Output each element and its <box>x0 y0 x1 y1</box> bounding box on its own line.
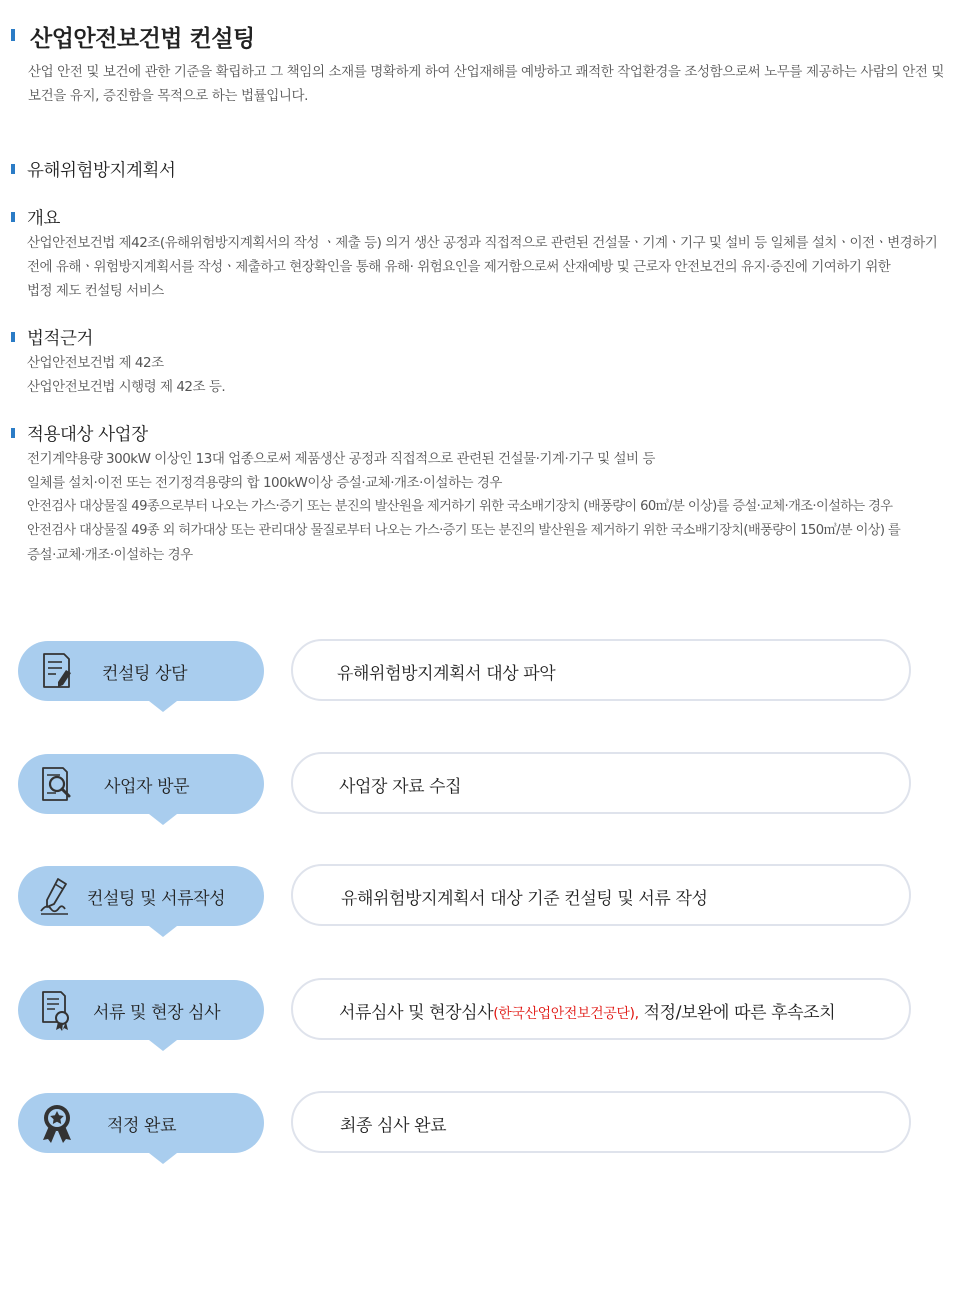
document-search-icon <box>38 763 76 805</box>
step-description-box <box>291 752 911 814</box>
body-line: 전기계약용량 300kW 이상인 13대 업종으로써 제품생산 공정과 직접적으로 관련된 건설물·기계·기구 및 설비 등 <box>27 451 655 467</box>
step-label: 컨설팅 및 서류작성 <box>87 889 226 909</box>
step-pill <box>18 1093 264 1153</box>
step-pill <box>18 866 264 926</box>
step-description-box <box>291 978 911 1040</box>
step-pill <box>18 641 264 701</box>
step-description: 사업장 자료 수집 <box>339 777 462 797</box>
step-arrow <box>149 1153 177 1164</box>
section-marker <box>11 164 15 174</box>
certificate-icon <box>38 989 76 1031</box>
step-pill <box>18 980 264 1040</box>
body-line: 전에 유해ㆍ위험방지계획서를 작성ㆍ제출하고 현장확인을 통해 유해· 위험요인을 제거함으로써 산재예방 및 근로자 안전보건의 유지·증진에 기여하기 위한 <box>27 259 891 275</box>
section-heading: 법적근거 <box>27 329 94 349</box>
section-body <box>27 231 957 303</box>
step-arrow <box>149 701 177 712</box>
step-description-highlight: (한국산업안전보건공단), <box>493 1006 639 1022</box>
body-line: 일체를 설치·이전 또는 전기정격용량의 합 100kW이상 증설·교체·개조·이설하는 경우 <box>27 475 502 491</box>
page-title: 산업안전보건법 컨설팅 <box>30 26 255 52</box>
section-marker <box>11 428 15 438</box>
step-label: 적정 완료 <box>107 1116 177 1136</box>
process-step-3 <box>0 866 960 946</box>
step-arrow <box>149 1040 177 1051</box>
section-marker <box>11 212 15 222</box>
section-heading: 개요 <box>27 209 61 229</box>
section-body <box>27 447 957 567</box>
step-description-box <box>291 864 911 926</box>
step-arrow <box>149 926 177 937</box>
section-heading: 유해위험방지계획서 <box>27 161 176 181</box>
step-description: 최종 심사 완료 <box>340 1116 447 1136</box>
step-arrow <box>149 814 177 825</box>
intro-text: 산업 안전 및 보건에 관한 기준을 확립하고 그 책임의 소재를 명확하게 하여 산업재해를 예방하고 쾌적한 작업환경을 조성함으로써 노무를 제공하는 사람의 안전 및 보건을 유지, 증진함을 목적으로 하는 법률입니다. <box>28 64 945 104</box>
body-line: 안전검사 대상물질 49종 외 허가대상 또는 관리대상 물질로부터 나오는 가스·증기 또는 분진의 발산원을 제거하기 위한 국소배기장치(배풍량이 150㎥/분 이상) 를 <box>27 523 901 538</box>
body-line: 안전검사 대상물질 49종으로부터 나오는 가스·증기 또는 분진의 발산원을 제거하기 위한 국소배기장치 (배풍량이 60㎥/분 이상)를 증설·교체·개조·이설하는 경우 <box>27 499 893 514</box>
body-line: 산업안전보건법 제42조(유해위험방지계획서의 작성 ㆍ제출 등) 의거 생산 공정과 직접적으로 관련된 건설물ㆍ기계ㆍ기구 및 설비 등 일체를 설치ㆍ이전ㆍ변경하기 <box>27 235 938 251</box>
section-body <box>27 351 957 399</box>
document-pen-icon <box>38 650 76 692</box>
step-label: 사업자 방문 <box>104 777 190 797</box>
award-badge-icon <box>38 1102 76 1144</box>
step-description-main: 서류심사 및 현장심사 <box>339 1003 494 1023</box>
body-line: 증설·교체·개조·이설하는 경우 <box>27 547 193 563</box>
process-step-2 <box>0 754 960 834</box>
step-pill <box>18 754 264 814</box>
body-line: 산업안전보건법 제 42조 <box>27 355 164 371</box>
body-line: 산업안전보건법 시행령 제 42조 등. <box>27 379 226 395</box>
step-description: 유해위험방지계획서 대상 기준 컨설팅 및 서류 작성 <box>341 889 708 909</box>
title-marker <box>11 29 15 41</box>
step-description-box <box>291 639 911 701</box>
section-heading: 적용대상 사업장 <box>27 425 148 445</box>
step-label: 서류 및 현장 심사 <box>93 1003 221 1023</box>
step-description: 유해위험방지계획서 대상 파악 <box>337 664 556 684</box>
signature-pen-icon <box>38 875 76 917</box>
step-label: 컨설팅 상담 <box>102 664 188 684</box>
section-marker <box>11 332 15 342</box>
step-description <box>339 998 835 1023</box>
step-description-box <box>291 1091 911 1153</box>
process-step-1 <box>0 641 960 721</box>
process-step-5 <box>0 1093 960 1173</box>
process-step-4 <box>0 980 960 1060</box>
step-description-tail: 적정/보완에 따른 후속조치 <box>638 1003 836 1023</box>
body-line: 법정 제도 컨설팅 서비스 <box>27 283 164 299</box>
